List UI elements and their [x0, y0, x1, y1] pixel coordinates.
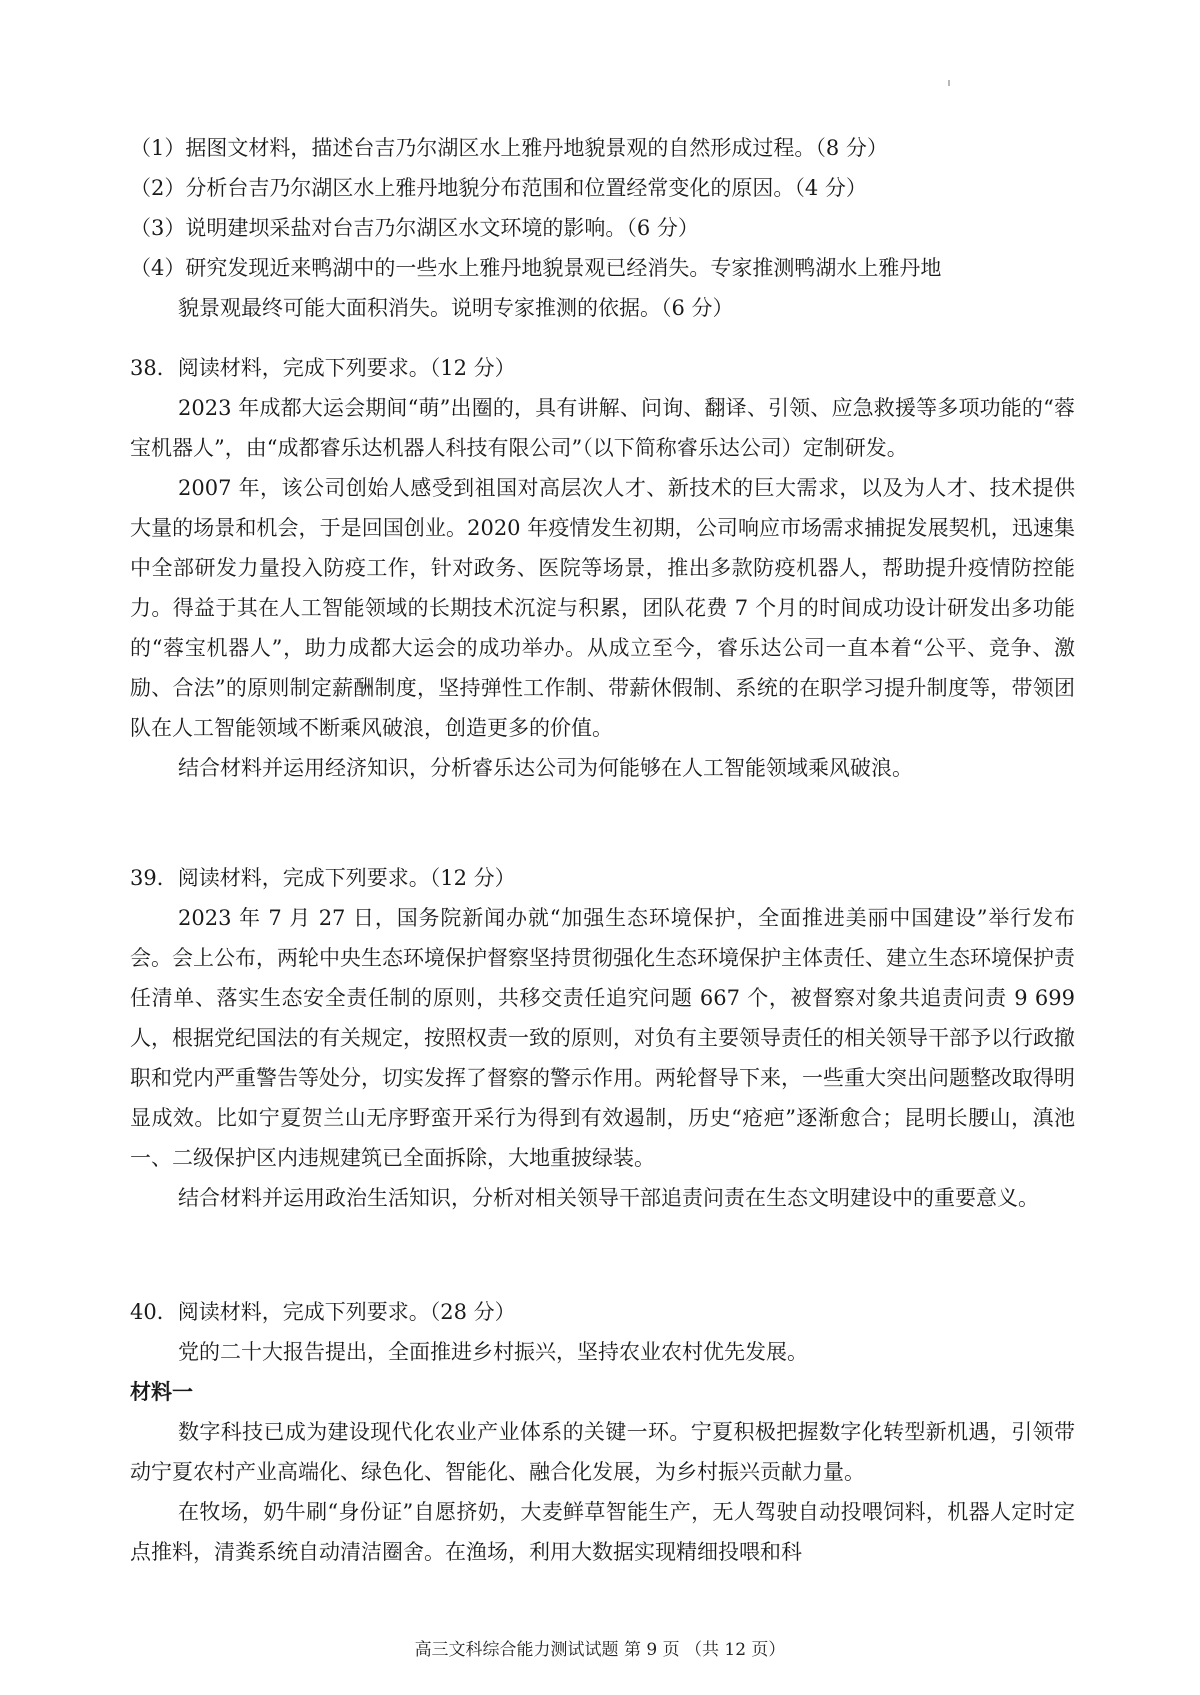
question-39 [130, 858, 1075, 1218]
q37-sub-4-cont: 貌景观最终可能大面积消失。说明专家推测的依据。（6 分） [178, 296, 734, 320]
q37-sub-1: （1）据图文材料，描述台吉乃尔湖区水上雅丹地貌景观的自然形成过程。（8 分） [130, 136, 888, 160]
q40-intro: 党的二十大报告提出，全面推进乡村振兴，坚持农业农村优先发展。 [178, 1340, 808, 1364]
q38-paragraph-1: 2023 年成都大运会期间“萌”出圈的，具有讲解、问询、翻译、引领、应急救援等多项功能的“蓉宝机器人”，由“成都睿乐达机器人科技有限公司”（以下简称睿乐达公司）定制研发。 [130, 396, 1075, 460]
q40-paragraph-2: 在牧场，奶牛刷“身份证”自愿挤奶，大麦鲜草智能生产，无人驾驶自动投喂饲料，机器人定时定点推料，清粪系统自动清洁圈舍。在渔场，利用大数据实现精细投喂和科 [130, 1500, 1075, 1564]
q37-sub-2: （2）分析台吉乃尔湖区水上雅丹地貌分布范围和位置经常变化的原因。（4 分） [130, 176, 867, 200]
question-40 [130, 1292, 1075, 1572]
q39-paragraph-1: 2023 年 7 月 27 日，国务院新闻办就“加强生态环境保护，全面推进美丽中国建设”举行发布会。会上公布，两轮中央生态环境保护督察坚持贯彻强化生态环境保护主体责任、建立生态环境保护责任清单、落实生态安全责任制的原则，共移交责任追究问题 667 个，被督察对象共追责问责 9 699 人，根据党纪国法的有关规定，按照权责一致的原则，对负有主要领导责任的相关领导干部予以行政撤职和党内严重警告等处分，切实发挥了督察的警示作用。两轮督导下来，一些重大突出问题整改取得明显成效。比如宁夏贺兰山无序野蛮开采行为得到有效遏制，历史“疮疤”逐渐愈合；昆明长腰山，滇池一、二级保护区内违规建筑已全面拆除，大地重披绿装。 [130, 906, 1075, 1170]
question-38 [130, 348, 1075, 788]
q37-sub-3: （3）说明建坝采盐对台吉乃尔湖区水文环境的影响。（6 分） [130, 216, 699, 240]
q40-heading: 40．阅读材料，完成下列要求。（28 分） [130, 1300, 516, 1324]
q37-subquestions [130, 128, 1075, 328]
q39-prompt: 结合材料并运用政治生活知识，分析对相关领导干部追责问责在生态文明建设中的重要意义。 [178, 1186, 1039, 1210]
q39-heading: 39．阅读材料，完成下列要求。（12 分） [130, 866, 516, 890]
scan-mark [948, 80, 950, 86]
q38-paragraph-2: 2007 年，该公司创始人感受到祖国对高层次人才、新技术的巨大需求，以及为人才、技术提供大量的场景和机会，于是回国创业。2020 年疫情发生初期，公司响应市场需求捕捉发展契机，迅速集中全部研发力量投入防疫工作，针对政务、医院等场景，推出多款防疫机器人，帮助提升疫情防控能力。得益于其在人工智能领域的长期技术沉淀与积累，团队花费 7 个月的时间成功设计研发出多功能的“蓉宝机器人”，助力成都大运会的成功举办。从成立至今，睿乐达公司一直本着“公平、竞争、激励、合法”的原则制定薪酬制度，坚持弹性工作制、带薪休假制、系统的在职学习提升制度等，带领团队在人工智能领域不断乘风破浪，创造更多的价值。 [130, 476, 1075, 740]
q37-sub-4: （4）研究发现近来鸭湖中的一些水上雅丹地貌景观已经消失。专家推测鸭湖水上雅丹地 [130, 256, 942, 280]
q40-paragraph-1: 数字科技已成为建设现代化农业产业体系的关键一环。宁夏积极把握数字化转型新机遇，引领带动宁夏农村产业高端化、绿色化、智能化、融合化发展，为乡村振兴贡献力量。 [130, 1420, 1075, 1484]
q38-prompt: 结合材料并运用经济知识，分析睿乐达公司为何能够在人工智能领域乘风破浪。 [178, 756, 913, 780]
q40-material-label: 材料一 [130, 1380, 193, 1404]
page-footer: 高三文科综合能力测试试题 第 9 页 （共 12 页） [414, 1640, 786, 1660]
q38-heading: 38．阅读材料，完成下列要求。（12 分） [130, 356, 516, 380]
